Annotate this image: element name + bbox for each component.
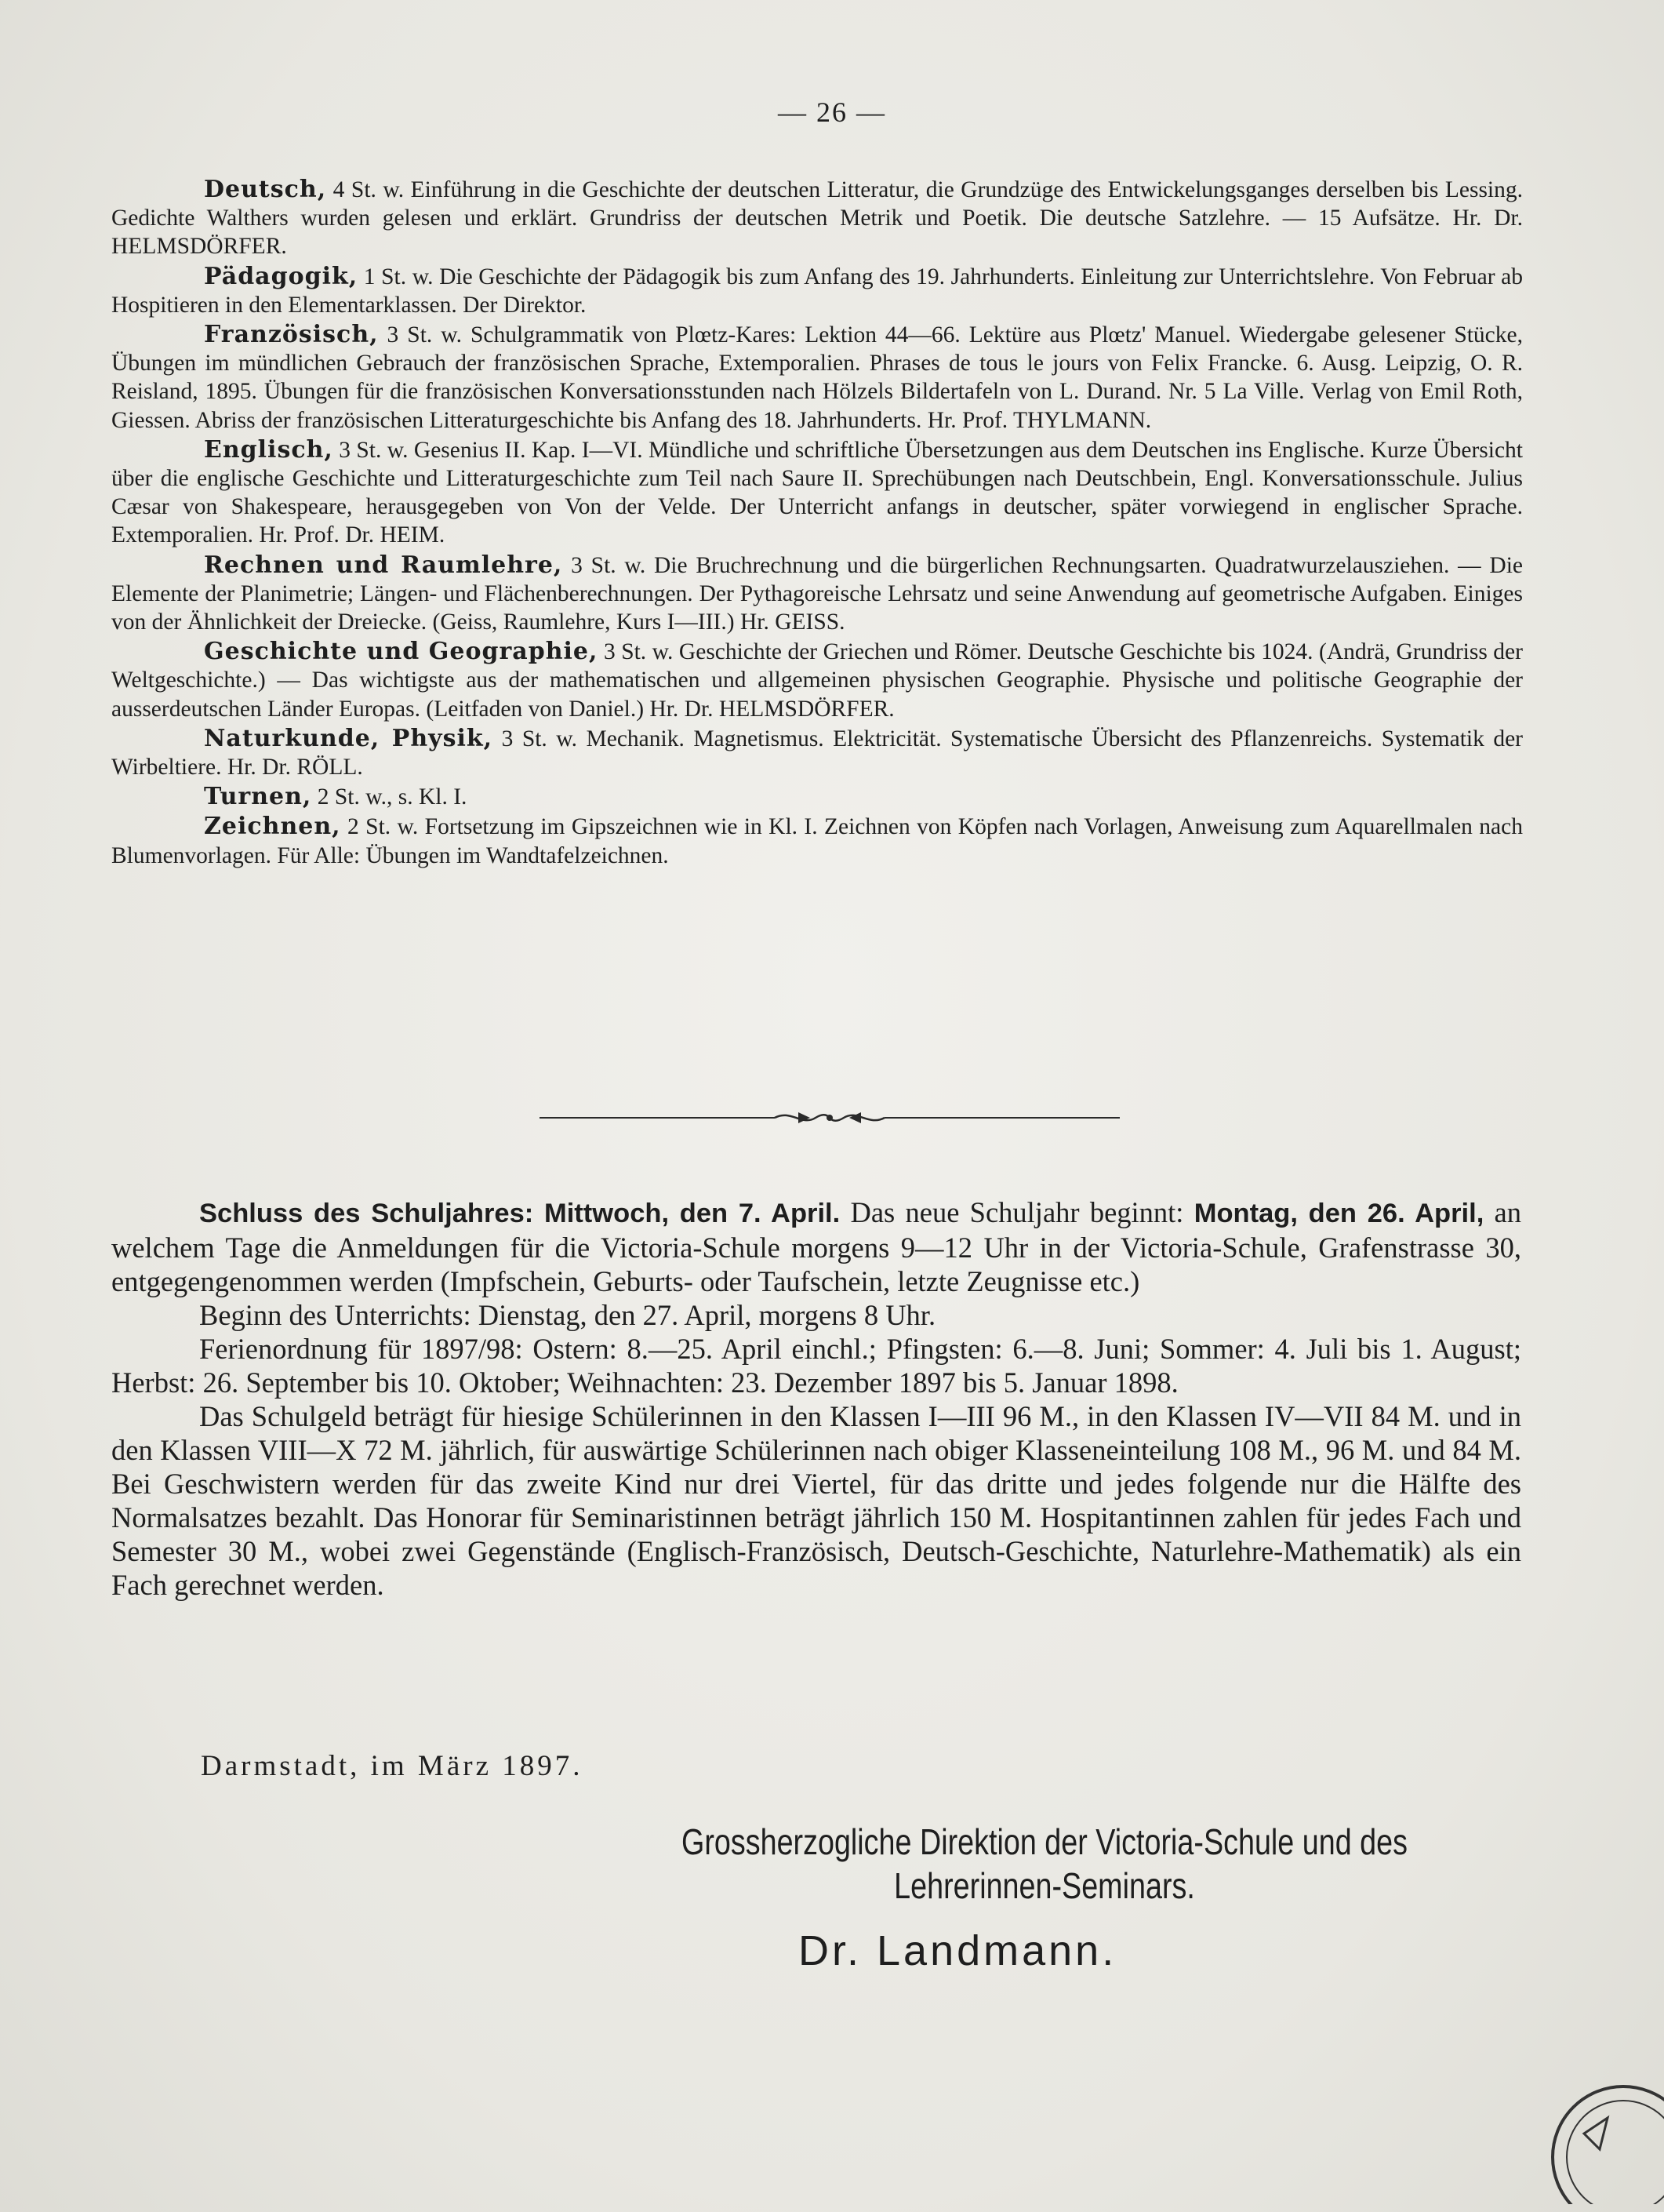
subject-text: 3 St. w. Gesenius II. Kap. I—VI. Mündliche und schriftliche Übersetzungen aus dem Deutschen ins Englische. Kurze Übersicht über die englische Geschichte und Litteraturgeschichte zum Teil nach Saure II. Sprechübungen nach Deutschbein, Engl. Konversationsschule. Julius Cæsar von Shakespeare, herausgegeben von Von der Velde. Der Unterricht anfangs in deutscher, später vorwiegend in englischer Sprache. Extemporalien. Hr. Prof. Dr. HEIM. [111,437,1523,548]
subject-text: 3 St. w. Schulgrammatik von Plœtz-Kares: Lektion 44—66. Lektüre aus Plœtz' Manuel. Wiedergabe gelesener Stücke, Übungen im mündlichen Gebrauch der französischen Sprache, Extemporalien. Phrases de tous le jours von Felix Francke. 6. Ausg. Leipzig, O. R. Reisland, 1895. Übungen für die französischen Konversationsstunden nach Hölzels Bildertafeln von L. Durand. Nr. 5 La Ville. Verlag von Emil Roth, Giessen. Abriss der französischen Litteraturgeschichte bis Anfang des 18. Jahrhunderts. Hr. Prof. THYLMANN. [111,322,1523,433]
subject-text: 3 St. w. Geschichte der Griechen und Römer. Deutsche Geschichte bis 1024. (Andrä, Grundriss der Weltgeschichte.) — Das wichtigste aus der mathematischen und allgemeinen physischen Geographie. Physische und politische Geographie der ausserdeutschen Länder Europas. (Leitfaden von Daniel.) Hr. Dr. HELMSDÖRFER. [111,639,1523,722]
subject-title: Englisch, [204,435,333,464]
subject-title: Turnen, [204,783,312,811]
subject-text: 3 St. w. Mechanik. Magnetismus. Elektricität. Systematische Übersicht des Pflanzenreichs. Systematik der Wirbeltiere. Hr. Dr. RÖLL. [111,726,1524,780]
subject-paragraph [111,725,1523,781]
notice-text: Das neue Schuljahr beginnt: [840,1196,1194,1228]
library-stamp [1537,2071,1664,2204]
subject-title: Französisch, [204,321,379,349]
subject-paragraph [111,783,1523,811]
subject-list [111,176,1523,871]
subject-paragraph [111,638,1523,723]
subject-title: Zeichnen, [204,813,341,841]
subject-title: Geschichte und Geographie, [204,638,598,666]
subject-paragraph [111,321,1523,435]
school-notice [111,1195,1521,1602]
signer-name: Dr. Landmann. [798,1927,1117,1974]
subject-title: Rechnen und Raumlehre, [204,551,563,579]
notice-text: an welchem Tage die Anmeldungen für die Victoria-Schule morgens 9—12 Uhr in der Victoria-Schule, Grafenstrasse 30, entgegengenommen werden (Impfschein, Geburts- oder Taufschein, letzte Zeugnisse etc.) [111,1196,1521,1297]
signature-block [678,1820,1411,1908]
notice-paragraph: Beginn des Unterrichts: Dienstag, den 27. April, morgens 8 Uhr. [199,1299,936,1331]
subject-text: 2 St. w. Fortsetzung im Gipszeichnen wie in Kl. I. Zeichnen von Köpfen nach Vorlagen, Anweisung zum Aquarellmalen nach Blumenvorlagen. Für Alle: Übungen im Wandtafelzeichnen. [111,814,1523,868]
notice-bold: Montag, den 26. April, [1194,1199,1484,1228]
subject-title: Naturkunde, Physik, [204,724,493,752]
place-date: Darmstadt, im März 1897. [201,1750,583,1782]
notice-paragraph: Das Schulgeld beträgt für hiesige Schülerinnen in den Klassen I—III 96 M., in den Klassen IV—VII 84 M. und in den Klassen VIII—X 72 M. jährlich, für auswärtige Schülerinnen nach obiger Klasseneinteilung 108 M., 96 M. und 84 M. Bei Geschwistern werden für das zweite Kind nur drei Viertel, für das dritte und jedes folgende nur die Hälfte des Normalsatzes bezahlt. Das Honorar für Seminaristinnen beträgt jährlich 150 M. Hospitantinnen zahlen für jedes Fach und Semester 30 M., wobei zwei Gegenstände (Englisch-Französisch, Deutsch-Geschichte, Naturlehre-Mathematik) als ein Fach gerechnet werden. [111,1400,1521,1601]
notice-paragraph [111,1195,1521,1298]
signature-line: Grossherzogliche Direktion der Victoria-Schule und des [681,1821,1408,1862]
notice-paragraph: Ferienordnung für 1897/98: Ostern: 8.—25. April einchl.; Pfingsten: 6.—8. Juni; Sommer: 4. Juli bis 1. August; Herbst: 26. September bis 10. Oktober; Weihnachten: 23. Dezember 1897 bis 5. Januar 1898. [111,1333,1521,1399]
subject-paragraph [111,813,1523,869]
subject-paragraph [111,436,1523,550]
notice-bold: Schluss des Schuljahres: Mittwoch, den 7. April. [199,1199,841,1228]
subject-paragraph [111,551,1523,637]
subject-text: 4 St. w. Einführung in die Geschichte der deutschen Litteratur, die Grundzüge des Entwickelungsganges derselben bis Lessing. Gedichte Walthers wurden gelesen und erklärt. Grundriss der deutschen Metrik und Poetik. Die deutsche Satzlehre. — 15 Aufsätze. Hr. Dr. HELMSDÖRFER. [111,177,1523,260]
subject-title: Pädagogik, [204,262,358,290]
subject-title: Deutsch, [204,176,327,203]
subject-text: 2 St. w., s. Kl. I. [311,784,467,810]
subject-paragraph [111,263,1523,319]
subject-text: 3 St. w. Die Bruchrechnung und die bürgerlichen Rechnungsarten. Quadratwurzelausziehen. — Die Elemente der Planimetrie; Längen- und Flächenberechnungen. Der Pythagoreische Lehrsatz und seine Anwendung auf geometrische Aufgaben. Einiges von der Ähnlichkeit der Dreiecke. (Geiss, Raumlehre, Kurs I—III.) Hr. GEISS. [111,552,1523,635]
signature-line: Lehrerinnen-Seminars. [894,1865,1195,1906]
subject-paragraph [111,176,1523,261]
page-number: — 26 — [778,96,886,128]
subject-text: 1 St. w. Die Geschichte der Pädagogik bis zum Anfang des 19. Jahrhunderts. Einleitung zur Unterrichtslehre. Von Februar ab Hospitieren in den Elementarklassen. Der Direktor. [111,264,1523,318]
ornamental-divider [540,1106,1120,1130]
